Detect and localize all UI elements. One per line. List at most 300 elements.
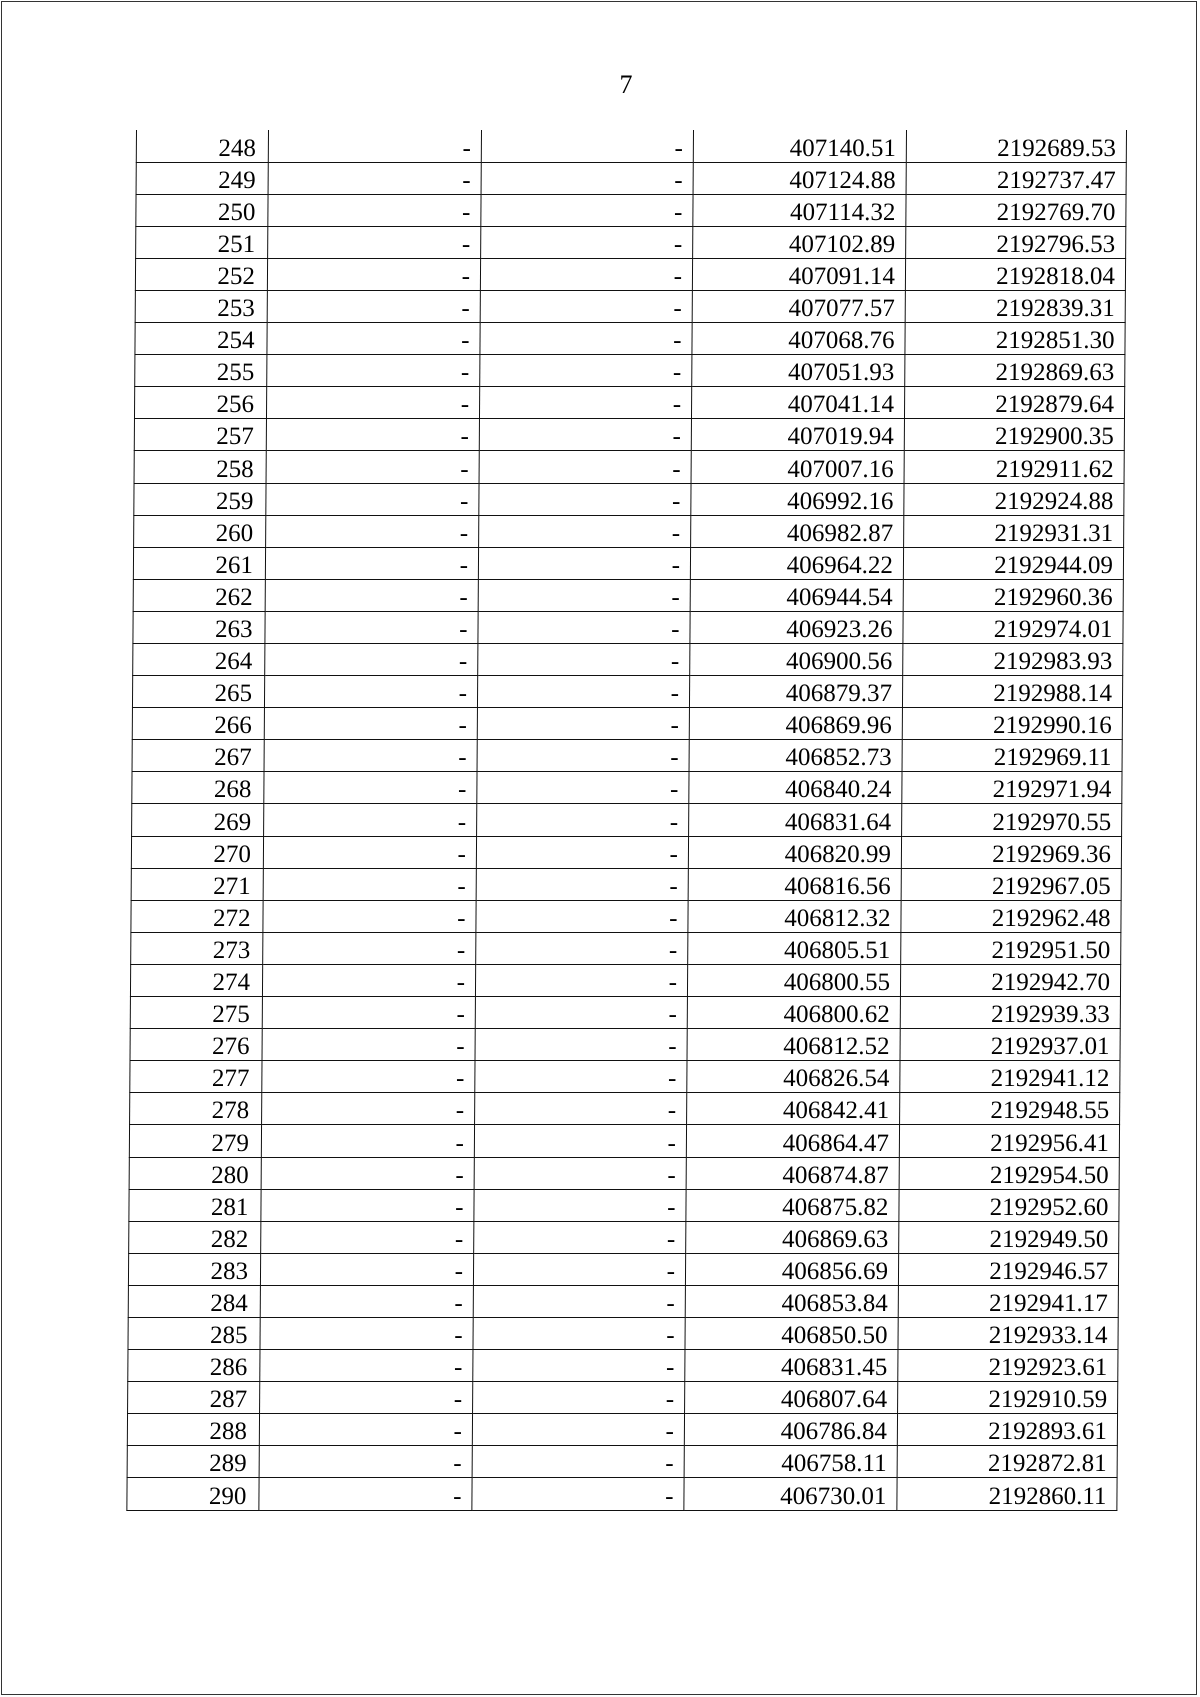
y-coordinate-text: 2192689.53 [997, 134, 1116, 162]
table-row [133, 644, 1123, 676]
empty-value-text: - [459, 583, 468, 611]
point-number-cell [129, 1189, 261, 1221]
y-coordinate-text: 2192737.47 [996, 166, 1116, 194]
empty-value-cell [259, 1446, 472, 1478]
empty-value-text: - [458, 744, 467, 772]
y-coordinate-cell [902, 804, 1122, 836]
empty-value-text: - [671, 551, 681, 579]
x-coordinate-text: 407140.51 [789, 134, 896, 162]
x-coordinate-text: 406992.16 [787, 487, 894, 515]
point-number-text: 275 [212, 1001, 250, 1029]
table-row [130, 997, 1120, 1029]
x-coordinate-text: 407091.14 [788, 262, 896, 290]
y-coordinate-text: 2192951.50 [991, 936, 1111, 964]
y-coordinate-text: 2192769.70 [996, 198, 1116, 226]
point-number-text: 268 [213, 776, 252, 804]
empty-value-text: - [454, 1289, 463, 1317]
empty-value-cell [264, 708, 477, 740]
empty-value-text: - [670, 712, 679, 740]
x-coordinate-text: 406826.54 [783, 1065, 890, 1093]
y-coordinate-text: 2192954.50 [989, 1161, 1109, 1189]
empty-value-text: - [461, 327, 470, 355]
y-coordinate-cell [904, 387, 1124, 419]
x-coordinate-text: 406900.56 [785, 648, 893, 676]
point-number-text: 259 [215, 487, 254, 515]
empty-value-text: - [453, 1386, 463, 1414]
y-coordinate-text: 2192900.35 [995, 423, 1114, 451]
point-number-text: 281 [210, 1193, 249, 1221]
x-coordinate-cell [686, 1125, 899, 1157]
point-number-text: 285 [209, 1322, 248, 1350]
empty-value-cell [476, 900, 688, 932]
x-coordinate-text: 406879.37 [785, 680, 893, 708]
y-coordinate-cell [905, 258, 1125, 290]
coordinates-table [126, 130, 1127, 1511]
point-number-cell [134, 483, 266, 515]
empty-value-text: - [665, 1354, 675, 1382]
x-coordinate-cell [693, 194, 906, 226]
y-coordinate-text: 2192988.14 [993, 680, 1113, 708]
empty-value-text: - [457, 840, 467, 868]
empty-value-cell [262, 1093, 475, 1125]
table-row [129, 1189, 1119, 1221]
empty-value-cell [263, 932, 476, 964]
empty-value-text: - [454, 1257, 464, 1285]
point-number-cell [136, 226, 268, 258]
y-coordinate-cell [901, 900, 1121, 932]
y-coordinate-cell [897, 1478, 1117, 1510]
table-row [135, 290, 1125, 322]
point-number-text: 248 [218, 134, 256, 162]
empty-value-text: - [673, 262, 683, 290]
y-coordinate-cell [898, 1317, 1118, 1349]
point-number-text: 284 [210, 1289, 248, 1317]
empty-value-text: - [672, 423, 681, 451]
empty-value-cell [480, 258, 692, 290]
y-coordinate-cell [898, 1382, 1118, 1414]
empty-value-cell [260, 1350, 473, 1382]
empty-value-cell [262, 964, 475, 996]
table-row [136, 194, 1126, 226]
point-number-cell [136, 130, 268, 162]
y-coordinate-cell [905, 355, 1125, 387]
empty-value-text: - [665, 1386, 675, 1414]
point-number-text: 286 [209, 1354, 248, 1382]
empty-value-cell [265, 644, 478, 676]
empty-value-text: - [674, 134, 683, 162]
x-coordinate-cell [688, 932, 901, 964]
y-coordinate-text: 2192937.01 [990, 1033, 1110, 1061]
table-row [132, 740, 1122, 772]
y-coordinate-cell [904, 515, 1124, 547]
y-coordinate-cell [904, 419, 1124, 451]
point-number-cell [134, 515, 266, 547]
x-coordinate-cell [684, 1414, 897, 1446]
empty-value-cell [473, 1253, 685, 1285]
table-row [128, 1350, 1118, 1382]
table-row [132, 708, 1122, 740]
empty-value-text: - [667, 1097, 677, 1125]
x-coordinate-cell [691, 419, 904, 451]
empty-value-cell [268, 194, 481, 226]
y-coordinate-cell [901, 868, 1121, 900]
table-row [134, 483, 1124, 515]
x-coordinate-text: 407019.94 [787, 423, 894, 451]
x-coordinate-text: 406816.56 [784, 872, 891, 900]
x-coordinate-cell [685, 1350, 898, 1382]
point-number-text: 283 [210, 1257, 249, 1285]
point-number-text: 249 [218, 166, 256, 194]
empty-value-text: - [461, 262, 471, 290]
x-coordinate-text: 407102.89 [788, 230, 896, 258]
empty-value-text: - [665, 1418, 675, 1446]
x-coordinate-text: 406812.32 [784, 904, 891, 932]
point-number-cell [136, 194, 268, 226]
point-number-cell [131, 932, 263, 964]
empty-value-text: - [456, 1033, 465, 1061]
point-number-cell [130, 1029, 262, 1061]
y-coordinate-text: 2192893.61 [988, 1418, 1108, 1446]
empty-value-cell [476, 868, 688, 900]
x-coordinate-cell [684, 1478, 897, 1510]
y-coordinate-cell [902, 740, 1122, 772]
x-coordinate-text: 406856.69 [781, 1257, 889, 1285]
point-number-text: 261 [215, 551, 254, 579]
y-coordinate-text: 2192967.05 [991, 872, 1111, 900]
point-number-text: 252 [217, 262, 256, 290]
x-coordinate-cell [691, 483, 904, 515]
empty-value-cell [262, 1061, 475, 1093]
x-coordinate-cell [689, 676, 902, 708]
y-coordinate-text: 2192860.11 [988, 1482, 1107, 1510]
table-row [132, 804, 1122, 836]
empty-value-cell [259, 1478, 472, 1510]
empty-value-cell [481, 194, 693, 226]
x-coordinate-cell [693, 130, 906, 162]
y-coordinate-cell [899, 1189, 1119, 1221]
empty-value-text: - [455, 1065, 465, 1093]
y-coordinate-cell [906, 226, 1126, 258]
table-row [136, 162, 1126, 194]
point-number-text: 282 [210, 1225, 249, 1253]
empty-value-text: - [669, 904, 678, 932]
y-coordinate-text: 2192941.17 [988, 1289, 1108, 1317]
empty-value-cell [474, 1189, 686, 1221]
empty-value-cell [266, 419, 479, 451]
point-number-text: 255 [216, 359, 255, 387]
y-coordinate-text: 2192970.55 [992, 808, 1112, 836]
y-coordinate-cell [898, 1285, 1118, 1317]
point-number-cell [135, 290, 267, 322]
x-coordinate-text: 406730.01 [780, 1482, 887, 1510]
empty-value-cell [259, 1414, 472, 1446]
y-coordinate-cell [902, 772, 1122, 804]
empty-value-cell [265, 547, 478, 579]
x-coordinate-text: 406786.84 [780, 1418, 888, 1446]
y-coordinate-cell [900, 964, 1120, 996]
empty-value-cell [261, 1125, 474, 1157]
table-row [127, 1478, 1117, 1510]
point-number-text: 263 [214, 616, 253, 643]
x-coordinate-text: 406812.52 [783, 1033, 890, 1061]
empty-value-text: - [460, 455, 469, 483]
empty-value-cell [477, 772, 689, 804]
x-coordinate-cell [687, 1061, 900, 1093]
empty-value-text: - [457, 872, 466, 900]
empty-value-text: - [459, 616, 468, 643]
y-coordinate-cell [906, 194, 1126, 226]
empty-value-text: - [454, 1225, 464, 1253]
empty-value-cell [265, 579, 478, 611]
empty-value-cell [477, 708, 689, 740]
empty-value-text: - [674, 198, 683, 226]
empty-value-text: - [669, 872, 678, 900]
coordinates-table-body [127, 130, 1127, 1510]
empty-value-text: - [460, 391, 470, 419]
point-number-text: 256 [216, 391, 255, 419]
empty-value-text: - [458, 680, 468, 708]
empty-value-text: - [673, 327, 682, 355]
empty-value-cell [267, 290, 480, 322]
y-coordinate-cell [903, 611, 1123, 643]
point-number-cell [128, 1253, 260, 1285]
empty-value-text: - [459, 519, 469, 547]
y-coordinate-text: 2192969.11 [993, 744, 1112, 772]
point-number-text: 257 [216, 423, 254, 451]
table-row [133, 547, 1123, 579]
x-coordinate-text: 406869.96 [785, 712, 892, 740]
empty-value-cell [472, 1414, 684, 1446]
point-number-text: 290 [208, 1482, 247, 1510]
table-row [131, 932, 1121, 964]
empty-value-cell [474, 1157, 686, 1189]
x-coordinate-text: 406875.82 [782, 1193, 889, 1221]
point-number-text: 277 [211, 1065, 250, 1093]
empty-value-text: - [456, 969, 466, 997]
table-row [132, 772, 1122, 804]
empty-value-cell [264, 740, 477, 772]
page-number: 7 [619, 70, 633, 99]
x-coordinate-text: 406852.73 [785, 744, 892, 772]
x-coordinate-text: 407051.93 [787, 359, 895, 387]
empty-value-cell [267, 323, 480, 355]
empty-value-text: - [456, 936, 466, 964]
point-number-cell [130, 1061, 262, 1093]
y-coordinate-text: 2192939.33 [990, 1001, 1110, 1029]
point-number-text: 278 [211, 1097, 250, 1125]
empty-value-text: - [455, 1193, 464, 1221]
empty-value-cell [476, 932, 688, 964]
point-number-cell [128, 1350, 260, 1382]
x-coordinate-text: 407007.16 [787, 455, 894, 483]
y-coordinate-text: 2192942.70 [991, 969, 1111, 997]
empty-value-cell [264, 804, 477, 836]
point-number-cell [135, 323, 267, 355]
point-number-cell [127, 1414, 259, 1446]
point-number-text: 280 [211, 1161, 249, 1189]
point-number-cell [129, 1221, 261, 1253]
y-coordinate-text: 2192923.61 [988, 1354, 1108, 1382]
empty-value-cell [260, 1253, 473, 1285]
table-row [134, 451, 1124, 483]
empty-value-text: - [453, 1418, 463, 1446]
point-number-cell [133, 644, 265, 676]
empty-value-cell [474, 1125, 686, 1157]
empty-value-cell [260, 1317, 473, 1349]
empty-value-text: - [670, 648, 680, 676]
point-number-text: 288 [209, 1418, 248, 1446]
y-coordinate-text: 2192818.04 [996, 262, 1116, 290]
x-coordinate-cell [687, 997, 900, 1029]
point-number-cell [134, 387, 266, 419]
x-coordinate-cell [685, 1285, 898, 1317]
x-coordinate-cell [689, 804, 902, 836]
point-number-cell [128, 1382, 260, 1414]
empty-value-cell [478, 547, 690, 579]
point-number-text: 272 [212, 904, 251, 932]
y-coordinate-cell [904, 451, 1124, 483]
empty-value-text: - [668, 1033, 677, 1061]
x-coordinate-text: 406758.11 [781, 1450, 887, 1478]
empty-value-text: - [669, 808, 679, 836]
point-number-cell [127, 1446, 259, 1478]
x-coordinate-cell [686, 1157, 899, 1189]
point-number-cell [129, 1157, 261, 1189]
table-row [135, 323, 1125, 355]
x-coordinate-cell [684, 1446, 897, 1478]
y-coordinate-cell [902, 708, 1122, 740]
empty-value-text: - [673, 295, 682, 323]
empty-value-cell [262, 1029, 475, 1061]
point-number-cell [127, 1478, 259, 1510]
empty-value-cell [265, 611, 478, 643]
empty-value-text: - [670, 680, 680, 708]
empty-value-text: - [668, 936, 678, 964]
point-number-text: 265 [214, 680, 253, 708]
empty-value-cell [263, 836, 476, 868]
table-row [130, 1029, 1120, 1061]
y-coordinate-cell [899, 1221, 1119, 1253]
table-row [128, 1317, 1118, 1349]
x-coordinate-text: 406850.50 [781, 1322, 888, 1350]
empty-value-text: - [458, 712, 467, 740]
empty-value-cell [473, 1350, 685, 1382]
point-number-cell [130, 1093, 262, 1125]
empty-value-text: - [666, 1225, 676, 1253]
y-coordinate-text: 2192796.53 [996, 230, 1116, 258]
empty-value-cell [262, 997, 475, 1029]
x-coordinate-cell [686, 1189, 899, 1221]
empty-value-cell [477, 676, 689, 708]
point-number-cell [136, 162, 268, 194]
y-coordinate-text: 2192974.01 [993, 616, 1113, 643]
empty-value-cell [476, 836, 688, 868]
x-coordinate-cell [688, 900, 901, 932]
empty-value-text: - [671, 583, 680, 611]
empty-value-text: - [672, 391, 682, 419]
point-number-cell [132, 676, 264, 708]
x-coordinate-cell [689, 708, 902, 740]
y-coordinate-text: 2192983.93 [993, 648, 1113, 676]
y-coordinate-cell [897, 1446, 1117, 1478]
y-coordinate-cell [904, 483, 1124, 515]
empty-value-text: - [669, 776, 679, 804]
y-coordinate-text: 2192924.88 [994, 487, 1114, 515]
empty-value-text: - [457, 808, 467, 836]
y-coordinate-cell [900, 1093, 1120, 1125]
point-number-text: 289 [209, 1450, 247, 1478]
empty-value-text: - [453, 1450, 462, 1478]
empty-value-text: - [455, 1161, 464, 1189]
table-row [128, 1253, 1118, 1285]
x-coordinate-text: 406805.51 [783, 936, 891, 964]
x-coordinate-cell [692, 355, 905, 387]
empty-value-cell [263, 900, 476, 932]
table-row [128, 1285, 1118, 1317]
empty-value-cell [266, 451, 479, 483]
y-coordinate-cell [902, 676, 1122, 708]
table-row [128, 1382, 1118, 1414]
empty-value-text: - [672, 455, 681, 483]
empty-value-text: - [671, 487, 681, 515]
empty-value-cell [260, 1285, 473, 1317]
y-coordinate-text: 2192990.16 [992, 712, 1112, 740]
empty-value-text: - [457, 904, 466, 932]
x-coordinate-text: 406820.99 [784, 840, 892, 868]
empty-value-cell [478, 611, 690, 643]
empty-value-cell [475, 1029, 687, 1061]
table-row [130, 1061, 1120, 1093]
table-row [134, 387, 1124, 419]
point-number-text: 271 [213, 872, 251, 900]
point-number-cell [130, 964, 262, 996]
table-row [130, 964, 1120, 996]
empty-value-text: - [666, 1289, 675, 1317]
point-number-cell [133, 611, 265, 643]
x-coordinate-text: 406982.87 [786, 519, 894, 547]
point-number-cell [132, 804, 264, 836]
empty-value-text: - [673, 230, 683, 258]
point-number-text: 273 [212, 936, 251, 964]
empty-value-cell [473, 1382, 685, 1414]
empty-value-text: - [671, 616, 680, 643]
empty-value-text: - [667, 1161, 676, 1189]
x-coordinate-text: 406874.87 [782, 1161, 889, 1189]
y-coordinate-text: 2192941.12 [990, 1065, 1110, 1093]
empty-value-text: - [668, 1001, 677, 1029]
y-coordinate-text: 2192933.14 [988, 1322, 1108, 1350]
point-number-cell [135, 355, 267, 387]
x-coordinate-text: 406800.62 [783, 1001, 890, 1029]
x-coordinate-text: 406964.22 [786, 551, 894, 579]
point-number-text: 279 [211, 1129, 250, 1157]
y-coordinate-cell [897, 1414, 1117, 1446]
x-coordinate-text: 406923.26 [786, 616, 893, 643]
y-coordinate-text: 2192910.59 [988, 1386, 1108, 1414]
x-coordinate-cell [692, 323, 905, 355]
empty-value-text: - [455, 1129, 465, 1157]
point-number-text: 274 [212, 969, 251, 997]
point-number-cell [132, 740, 264, 772]
table-row [132, 676, 1122, 708]
y-coordinate-text: 2192956.41 [990, 1129, 1110, 1157]
y-coordinate-text: 2192839.31 [995, 295, 1115, 323]
empty-value-cell [479, 419, 691, 451]
point-number-text: 251 [217, 230, 256, 258]
empty-value-cell [478, 579, 690, 611]
empty-value-cell [478, 644, 690, 676]
empty-value-cell [475, 1093, 687, 1125]
